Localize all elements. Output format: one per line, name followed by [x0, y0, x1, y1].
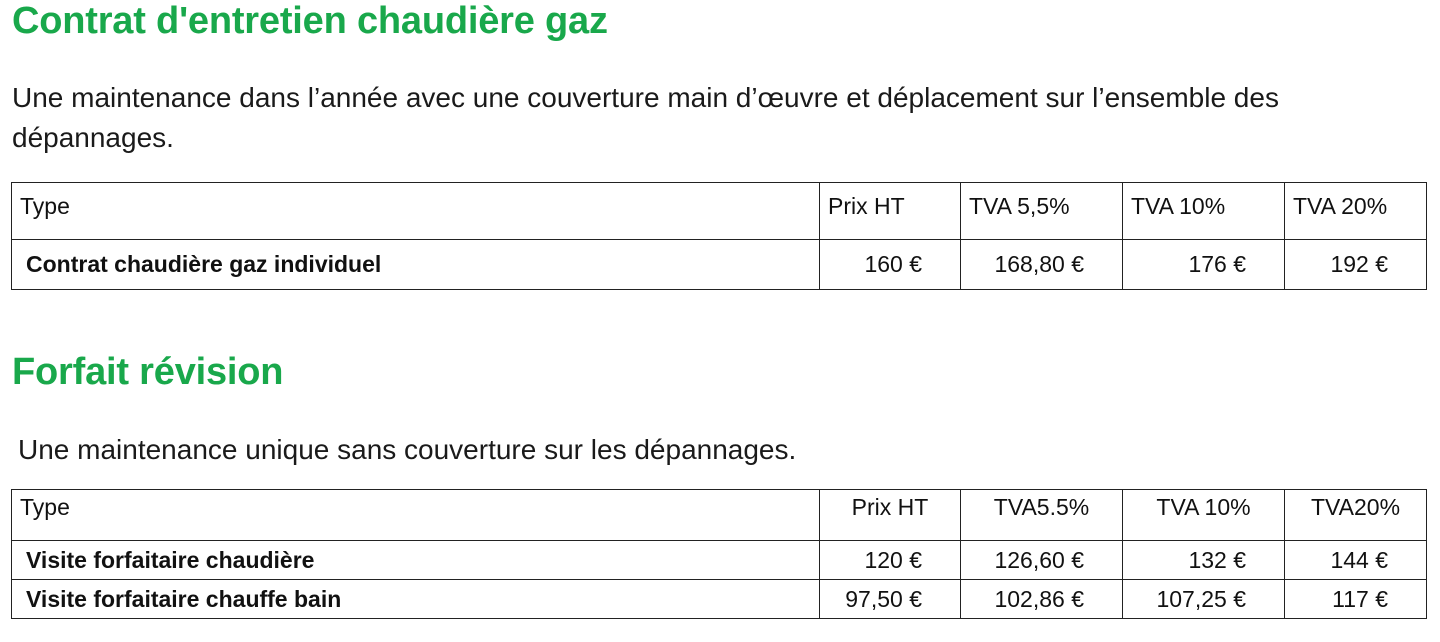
row-label: Visite forfaitaire chaudière — [12, 541, 820, 580]
cell-prix-ht: 120 € — [820, 541, 961, 580]
table-row — [12, 580, 1427, 619]
column-header-tva-10: TVA 10% — [1123, 183, 1285, 240]
cell-tva-5-5: 168,80 € — [961, 240, 1123, 290]
cell-tva-10: 107,25 € — [1123, 580, 1285, 619]
table-header-row — [12, 490, 1427, 541]
column-header-tva-20: TVA 20% — [1285, 183, 1427, 240]
price-table-forfait — [11, 489, 1427, 619]
cell-tva-5-5: 126,60 € — [961, 541, 1123, 580]
cell-prix-ht: 97,50 € — [820, 580, 961, 619]
column-header-tva-10: TVA 10% — [1123, 490, 1285, 541]
table-row — [12, 541, 1427, 580]
cell-tva-10: 176 € — [1123, 240, 1285, 290]
row-label: Contrat chaudière gaz individuel — [12, 240, 820, 290]
column-header-tva-5-5: TVA 5,5% — [961, 183, 1123, 240]
price-table-contrat — [11, 182, 1427, 290]
cell-prix-ht: 160 € — [820, 240, 961, 290]
column-header-type: Type — [12, 490, 820, 541]
column-header-tva-20: TVA20% — [1285, 490, 1427, 541]
cell-tva-20: 117 € — [1285, 580, 1427, 619]
column-header-type: Type — [12, 183, 820, 240]
section-description-forfait: Une maintenance unique sans couverture sur les dépannages. — [18, 434, 797, 465]
column-header-prix-ht: Prix HT — [820, 183, 961, 240]
section-description-contrat: Une maintenance dans l’année avec une couverture main d’œuvre et déplacement sur l’ensemble des dépannages. — [12, 82, 1279, 153]
cell-tva-10: 132 € — [1123, 541, 1285, 580]
cell-tva-20: 192 € — [1285, 240, 1427, 290]
cell-tva-20: 144 € — [1285, 541, 1427, 580]
section-title-contrat: Contrat d'entretien chaudière gaz — [12, 0, 608, 42]
section-title-forfait: Forfait révision — [12, 351, 284, 393]
row-label: Visite forfaitaire chauffe bain — [12, 580, 820, 619]
column-header-tva-5-5: TVA5.5% — [961, 490, 1123, 541]
table-row — [12, 240, 1427, 290]
column-header-prix-ht: Prix HT — [820, 490, 961, 541]
table-header-row — [12, 183, 1427, 240]
cell-tva-5-5: 102,86 € — [961, 580, 1123, 619]
